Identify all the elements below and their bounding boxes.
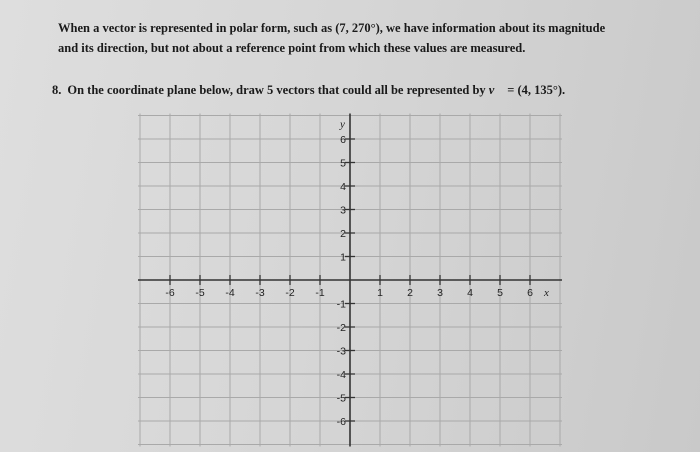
y-tick-label: 3 [340,204,346,217]
intro-text-start: When a vector is represented in polar form, such as [58,21,333,35]
x-tick-label: 3 [437,287,443,299]
y-tick-label: -1 [336,298,346,311]
y-tick-label: -2 [336,322,346,334]
y-tick-label: -5 [336,392,346,405]
y-tick-label: -6 [336,416,346,428]
vector-symbol: v⃗ [488,83,505,97]
y-axis-label: y [340,118,345,131]
x-tick-label: -3 [255,287,265,299]
y-tick-label: 2 [340,228,346,240]
x-tick-label: -1 [315,287,325,299]
x-tick-label: 5 [497,287,503,299]
tick-labels [165,119,549,429]
intro-text-end: , we have information about its magnitude [379,21,606,35]
y-tick-label: 4 [340,181,346,193]
y-tick-label: 5 [340,157,346,170]
vector-value: (4, 135°). [517,83,566,97]
y-tick-label: 6 [340,134,346,146]
y-tick-label: -4 [336,369,346,381]
x-tick-label: 2 [407,287,413,299]
y-tick-label: 1 [340,251,346,264]
x-tick-label: 6 [527,287,533,299]
x-axis-label: x [544,287,549,299]
intro-line-2: and its direction, but not about a reference point from which these values are measured. [58,41,526,55]
x-tick-label: -4 [225,287,235,299]
question-number: 8. [52,83,62,97]
x-tick-label: 4 [467,287,473,299]
y-tick-label: -3 [336,345,346,358]
equals-sign: = [507,83,515,97]
axes [138,114,562,447]
x-tick-label: -5 [195,287,205,299]
x-tick-label: -2 [285,287,295,299]
x-tick-label: 1 [377,287,383,299]
polar-example: (7, 270°) [335,21,380,35]
question-text: On the coordinate plane below, draw 5 vectors that could all be represented by [67,83,486,97]
x-tick-label: -6 [165,287,175,299]
